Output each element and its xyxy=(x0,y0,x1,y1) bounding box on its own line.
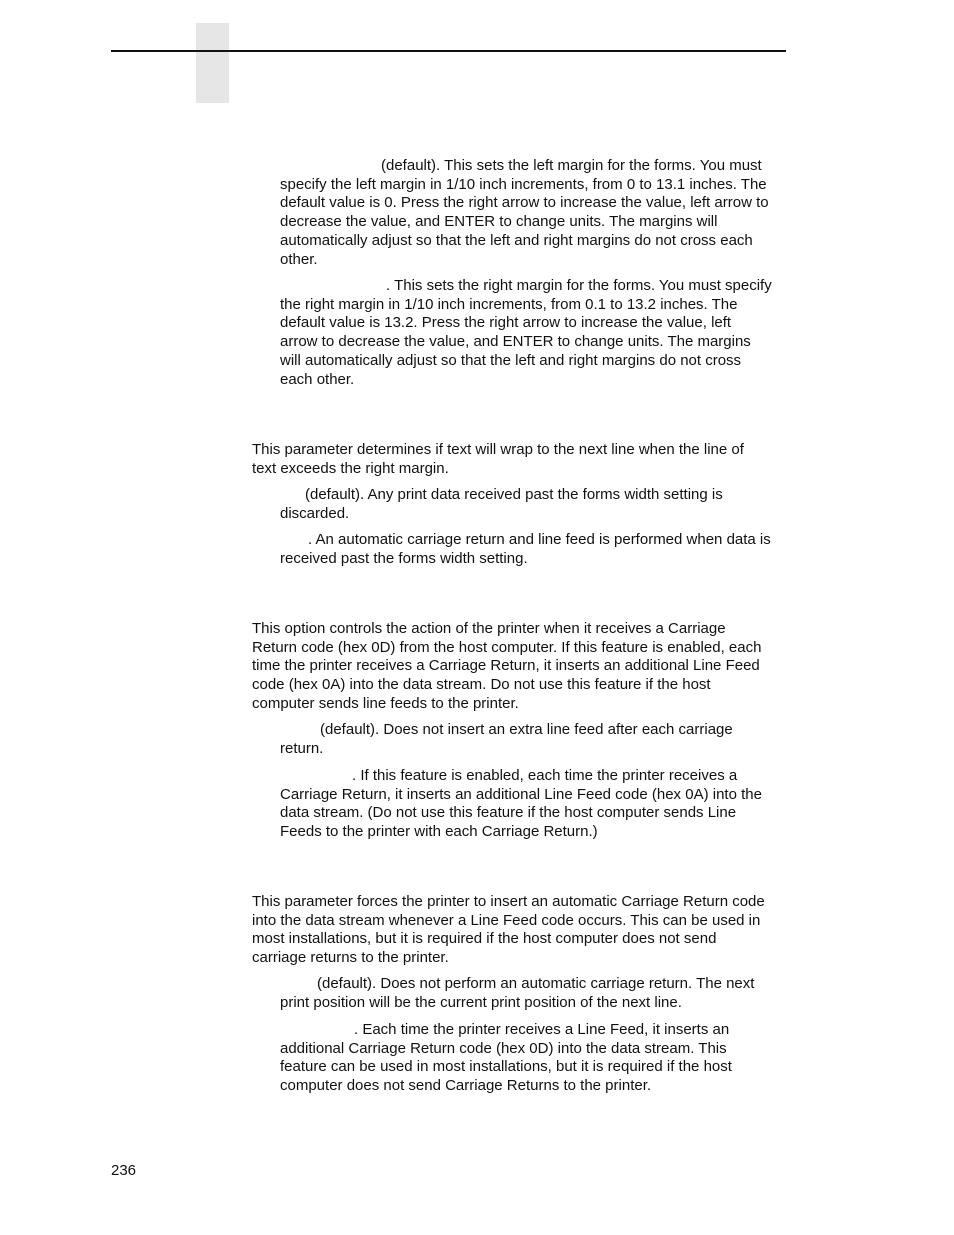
option-left-margin-desc: (default). This sets the left margin for the forms. You must specify the left margin in 1/10 inch increments, from 0 to 13.1 inches. The default value is 0. Press the right arrow to increase the value, left arrow to decrease the value, and ENTER to change units. The margins will automatically adjust so that the left and right margins do not cross each other. xyxy=(280,157,769,268)
cr-edit-option-disabled: (default). Does not insert an extra line feed after each carriage return. xyxy=(280,721,733,757)
lf-edit-option-enabled: . Each time the printer receives a Line Feed, it inserts an additional Carriage Return code (hex 0D) into the data stream. This feature can be used in most installations, but it is required if the host computer does not send Carriage Returns to the printer. xyxy=(280,1021,732,1095)
text-wrap-option-disabled: (default). Any print data received past the forms width setting is discarded. xyxy=(280,486,723,522)
text-wrap-option-enabled: . An automatic carriage return and line feed is performed when data is received past the forms width setting. xyxy=(280,531,771,567)
lf-edit-option-disabled: (default). Does not perform an automatic carriage return. The next print position will be the current print position of the next line. xyxy=(280,975,755,1011)
option-right-margin-desc: . This sets the right margin for the forms. You must specify the right margin in 1/10 inch increments, from 0.1 to 13.2 inches. The default value is 13.2. Press the right arrow to increase the value, left arrow to decrease the value, and ENTER to change units. The margins will automatically adjust so that the left and right margins do not cross each other. xyxy=(280,277,772,388)
cr-edit-description: This option controls the action of the printer when it receives a Carriage Return code (hex 0D) from the host computer. If this feature is enabled, each time the printer receives a Carriage Return, it inserts an additional Line Feed code (hex 0A) into the data stream. Do not use this feature if the host computer sends line feeds to the printer. xyxy=(252,620,762,712)
chapter-tab-marker xyxy=(196,23,229,103)
text-wrap-description: This parameter determines if text will wrap to the next line when the line of text exceeds the right margin. xyxy=(252,441,744,477)
cr-edit-option-enabled: . If this feature is enabled, each time the printer receives a Carriage Return, it inserts an additional Line Feed code (hex 0A) into the data stream. (Do not use this feature if the host computer sends Line Feeds to the printer with each Carriage Return.) xyxy=(280,767,762,841)
header-rule xyxy=(111,50,786,52)
lf-edit-description: This parameter forces the printer to insert an automatic Carriage Return code into the data stream whenever a Line Feed code occurs. This can be used in most installations, but it is required if the host computer does not send carriage returns to the printer. xyxy=(252,893,765,967)
page-number: 236 xyxy=(111,1162,137,1179)
